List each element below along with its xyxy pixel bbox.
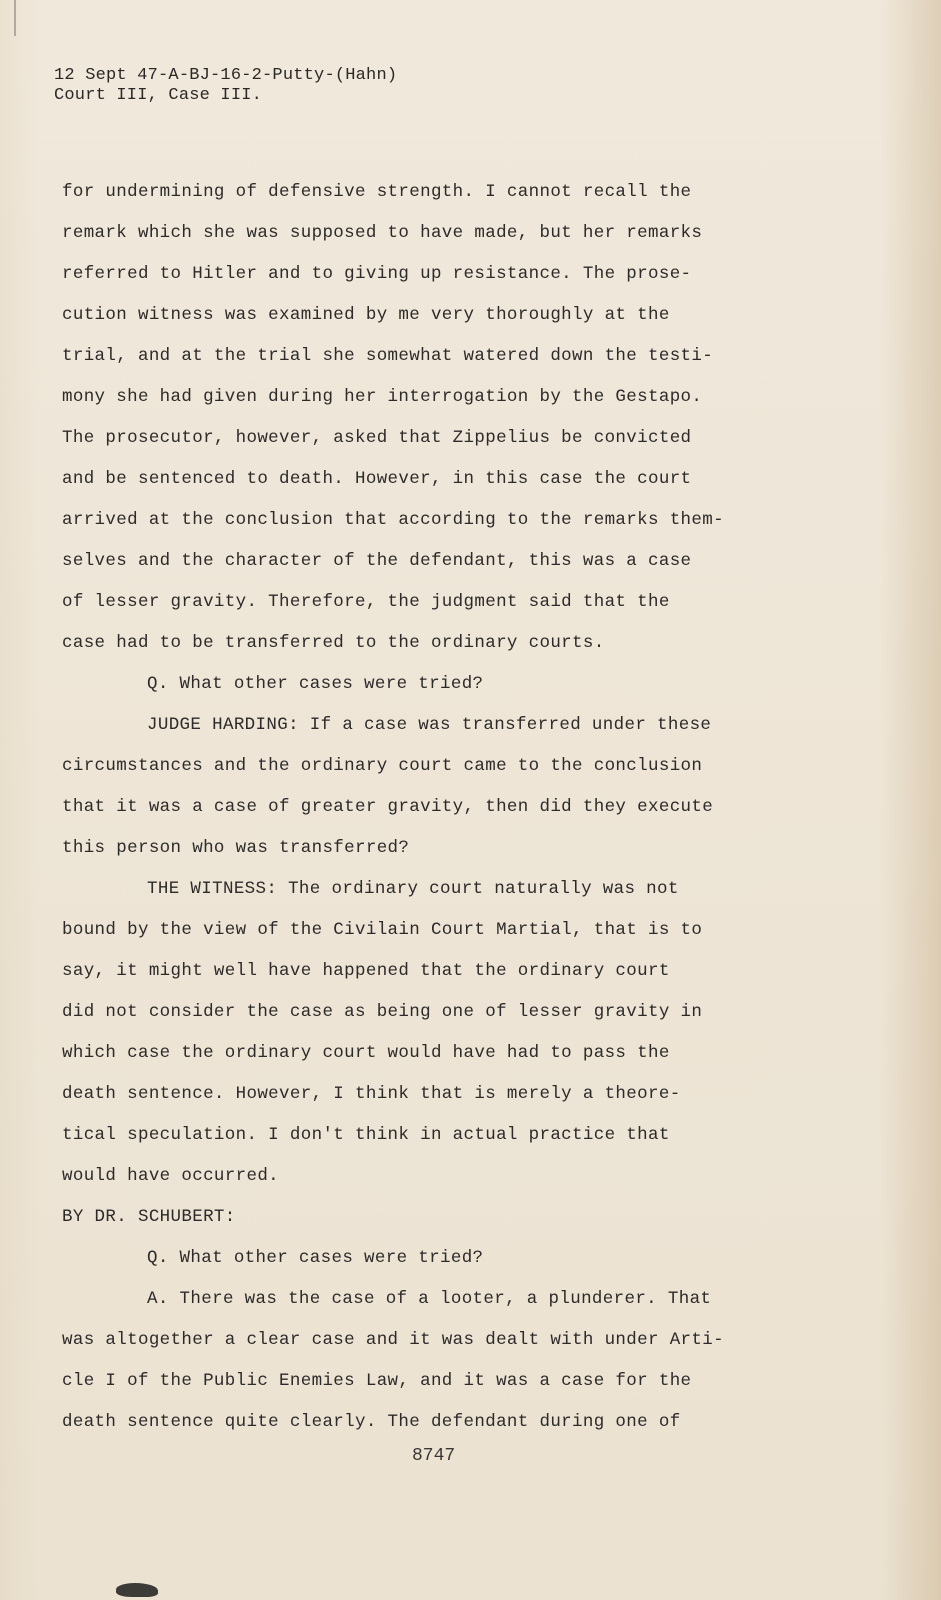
- transcript-line: trial, and at the trial she somewhat watered down the testi-: [62, 346, 714, 366]
- transcript-line: say, it might well have happened that the ordinary court: [62, 961, 670, 981]
- transcript-line: for undermining of defensive strength. I cannot recall the: [62, 182, 692, 202]
- transcript-line: A. There was the case of a looter, a plunderer. That: [147, 1289, 712, 1309]
- transcript-line: that it was a case of greater gravity, then did they execute: [62, 797, 714, 817]
- paper-edge-mark: [14, 0, 16, 36]
- transcript-line: cution witness was examined by me very thoroughly at the: [62, 305, 670, 325]
- transcript-line: tical speculation. I don't think in actual practice that: [62, 1125, 670, 1145]
- transcript-line: was altogether a clear case and it was dealt with under Arti-: [62, 1330, 724, 1350]
- transcript-line: JUDGE HARDING: If a case was transferred under these: [147, 715, 712, 735]
- transcript-line: arrived at the conclusion that according to the remarks them-: [62, 510, 724, 530]
- transcript-line: THE WITNESS: The ordinary court naturally was not: [147, 879, 679, 899]
- transcript-line: cle I of the Public Enemies Law, and it was a case for the: [62, 1371, 692, 1391]
- header-court-line: Court III, Case III.: [54, 86, 263, 105]
- transcript-line: did not consider the case as being one of lesser gravity in: [62, 1002, 703, 1022]
- transcript-line: BY DR. SCHUBERT:: [62, 1207, 236, 1227]
- transcript-line: this person who was transferred?: [62, 838, 410, 858]
- transcript-line: and be sentenced to death. However, in this case the court: [62, 469, 692, 489]
- transcript-line: remark which she was supposed to have made, but her remarks: [62, 223, 703, 243]
- transcript-body: [62, 172, 842, 1443]
- transcript-line: which case the ordinary court would have had to pass the: [62, 1043, 670, 1063]
- transcript-line: bound by the view of the Civilain Court Martial, that is to: [62, 920, 703, 940]
- ink-blot: [116, 1583, 158, 1597]
- transcript-line: referred to Hitler and to giving up resistance. The prose-: [62, 264, 692, 284]
- transcript-line: circumstances and the ordinary court came to the conclusion: [62, 756, 703, 776]
- transcript-line: case had to be transferred to the ordinary courts.: [62, 633, 605, 653]
- transcript-line: would have occurred.: [62, 1166, 280, 1186]
- transcript-line: death sentence quite clearly. The defendant during one of: [62, 1412, 681, 1432]
- transcript-line: The prosecutor, however, asked that Zippelius be convicted: [62, 428, 692, 448]
- header-reference-line: 12 Sept 47-A-BJ-16-2-Putty-(Hahn): [54, 66, 398, 85]
- transcript-line: selves and the character of the defendant, this was a case: [62, 551, 692, 571]
- document-header: [54, 66, 397, 106]
- transcript-line: Q. What other cases were tried?: [147, 1248, 484, 1268]
- transcript-line: death sentence. However, I think that is merely a theore-: [62, 1084, 681, 1104]
- transcript-line: mony she had given during her interrogation by the Gestapo.: [62, 387, 703, 407]
- transcript-line: of lesser gravity. Therefore, the judgment said that the: [62, 592, 670, 612]
- page-number: 8747: [412, 1446, 456, 1466]
- transcript-line: Q. What other cases were tried?: [147, 674, 484, 694]
